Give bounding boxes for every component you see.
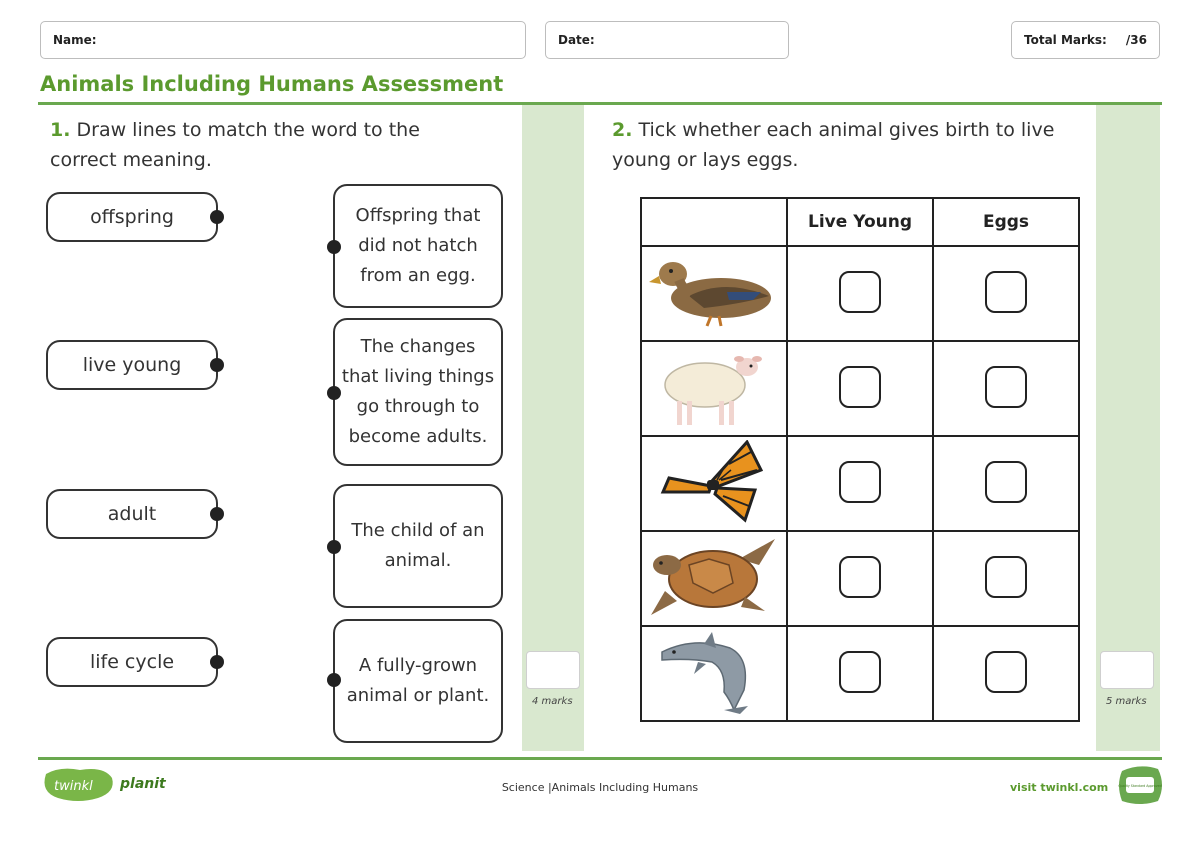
total-marks-label: Total Marks: — [1024, 33, 1107, 47]
table-row — [641, 436, 1079, 531]
tick-checkbox[interactable] — [839, 651, 881, 693]
word-label: live young — [82, 354, 182, 376]
title-divider — [38, 102, 1162, 105]
name-field[interactable] — [40, 21, 526, 59]
animal-cell — [641, 341, 787, 436]
match-dot[interactable] — [327, 540, 341, 554]
table-header-row — [641, 198, 1079, 246]
name-label: Name: — [53, 33, 97, 47]
date-field[interactable] — [545, 21, 789, 59]
header-eggs: Eggs — [933, 198, 1079, 246]
footer-website[interactable]: visit twinkl.com — [1010, 781, 1109, 794]
q2-margin-column — [1096, 105, 1160, 751]
match-dot[interactable] — [210, 655, 224, 669]
duck-icon — [649, 252, 779, 332]
live-young-cell[interactable] — [787, 341, 933, 436]
animal-cell — [641, 246, 787, 341]
definition-3 — [333, 484, 503, 608]
tick-checkbox[interactable] — [839, 271, 881, 313]
tick-checkbox[interactable] — [985, 366, 1027, 408]
quality-badge-icon — [1116, 763, 1164, 807]
q1-margin-column — [522, 105, 584, 751]
match-dot[interactable] — [210, 507, 224, 521]
eggs-cell[interactable] — [933, 436, 1079, 531]
tick-checkbox[interactable] — [985, 271, 1027, 313]
live-young-cell[interactable] — [787, 531, 933, 626]
date-label: Date: — [558, 33, 595, 47]
word-offspring — [46, 192, 218, 242]
definition-4 — [333, 619, 503, 743]
table-row — [641, 246, 1079, 341]
badge-text: Quality Standard Approved — [1118, 784, 1162, 788]
definition-text: The changes that living things go through to become adults. — [341, 336, 495, 447]
animal-cell — [641, 531, 787, 626]
match-dot[interactable] — [210, 358, 224, 372]
eggs-cell[interactable] — [933, 341, 1079, 436]
word-live-young — [46, 340, 218, 390]
match-dot[interactable] — [327, 386, 341, 400]
eggs-cell[interactable] — [933, 246, 1079, 341]
footer-divider — [38, 757, 1162, 760]
live-young-cell[interactable] — [787, 626, 933, 721]
total-marks-value: /36 — [1125, 33, 1147, 47]
definition-2 — [333, 318, 503, 466]
definition-1 — [333, 184, 503, 308]
q2-marks-label: 5 marks — [1106, 696, 1147, 707]
q1-prompt — [50, 115, 480, 175]
q2-prompt — [612, 115, 1082, 175]
header-animal — [641, 198, 787, 246]
product-name: planit — [120, 776, 166, 792]
footer-subject: Science |Animals Including Humans — [501, 781, 699, 794]
butterfly-icon — [659, 440, 769, 524]
table-row — [641, 341, 1079, 436]
tick-checkbox[interactable] — [839, 556, 881, 598]
turtle-icon — [649, 535, 779, 619]
live-young-cell[interactable] — [787, 436, 933, 531]
total-marks-field[interactable] — [1011, 21, 1160, 59]
page-title: Animals Including Humans Assessment — [40, 72, 504, 96]
animal-cell — [641, 436, 787, 531]
brand-name: twinkl — [54, 779, 93, 794]
tick-checkbox[interactable] — [839, 366, 881, 408]
live-young-cell[interactable] — [787, 246, 933, 341]
q1-marks-label: 4 marks — [532, 696, 573, 707]
q1-text: Draw lines to match the word to the correct meaning. — [50, 119, 420, 171]
word-label: adult — [107, 503, 157, 525]
definition-text: A fully-grown animal or plant. — [346, 655, 490, 706]
definition-text: The child of an animal. — [351, 520, 485, 571]
match-dot[interactable] — [327, 240, 341, 254]
table-row — [641, 626, 1079, 721]
animal-cell — [641, 626, 787, 721]
tick-checkbox[interactable] — [985, 651, 1027, 693]
tick-checkbox[interactable] — [985, 556, 1027, 598]
q2-number: 2. — [612, 119, 633, 141]
header-live-young: Live Young — [787, 198, 933, 246]
word-adult — [46, 489, 218, 539]
birth-table — [640, 197, 1080, 722]
eggs-cell[interactable] — [933, 531, 1079, 626]
eggs-cell[interactable] — [933, 626, 1079, 721]
q1-number: 1. — [50, 119, 71, 141]
definition-text: Offspring that did not hatch from an egg. — [355, 205, 481, 286]
q1-marks-box[interactable] — [526, 651, 580, 689]
word-life-cycle — [46, 637, 218, 687]
match-dot[interactable] — [210, 210, 224, 224]
match-dot[interactable] — [327, 673, 341, 687]
q2-marks-box[interactable] — [1100, 651, 1154, 689]
table-row — [641, 531, 1079, 626]
word-label: offspring — [90, 206, 174, 228]
sheep-icon — [659, 345, 769, 429]
q2-text: Tick whether each animal gives birth to live young or lays eggs. — [612, 119, 1055, 171]
word-label: life cycle — [89, 651, 175, 673]
tick-checkbox[interactable] — [839, 461, 881, 503]
tick-checkbox[interactable] — [985, 461, 1027, 503]
dolphin-icon — [654, 630, 774, 714]
